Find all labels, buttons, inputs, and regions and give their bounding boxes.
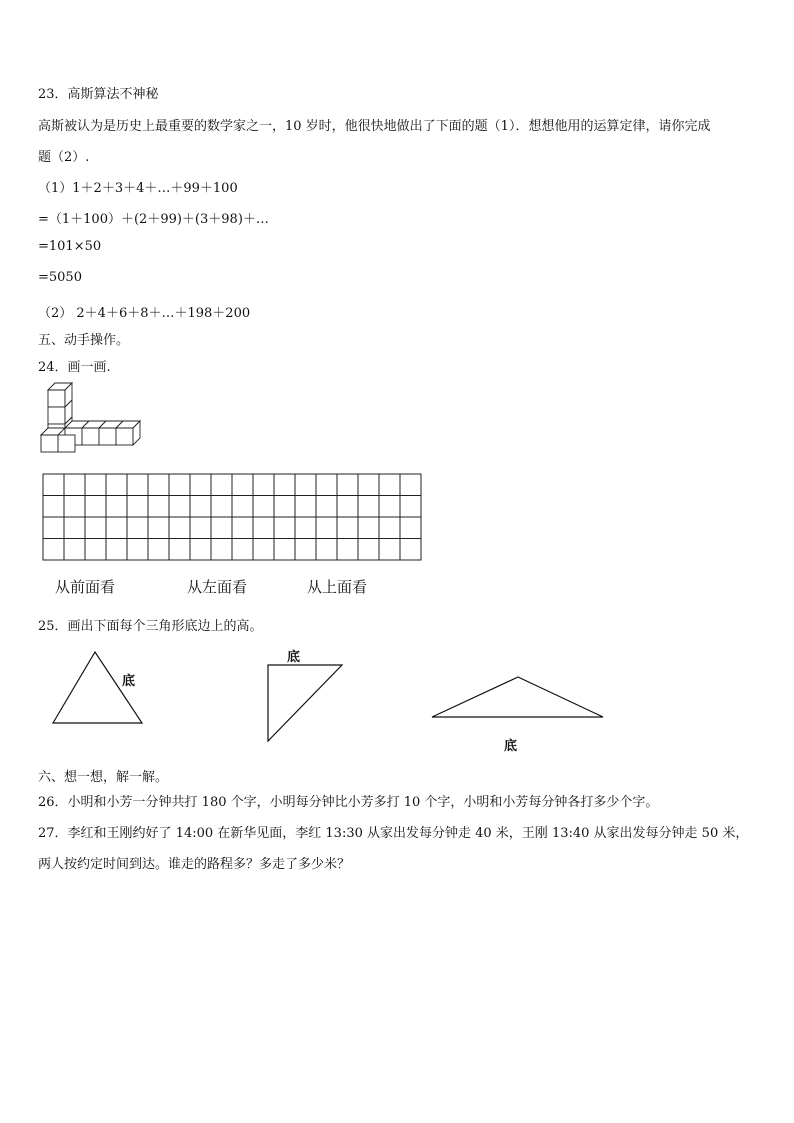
grid-cell[interactable] [190,517,211,539]
grid-cell[interactable] [379,496,400,518]
triangle-3-base-label: 底 [504,739,518,754]
section-6-heading: 六、想一想，解一解。 [38,770,169,785]
grid-cell[interactable] [337,517,358,539]
grid-cell[interactable] [43,517,64,539]
grid-cell[interactable] [337,474,358,496]
grid-cell[interactable] [232,496,253,518]
grid-cell[interactable] [295,539,316,561]
grid-cell[interactable] [169,474,190,496]
question-27-line-2: 两人按约定时间到达。谁走的路程多？多走了多少米？ [38,857,351,872]
view-label-top: 从上面看 [307,578,368,596]
section-5-heading: 五、动手操作。 [38,333,130,348]
question-26-text: 26．小明和小芳一分钟共打 180 个字，小明每分钟比小芳多打 10 个字，小明和小芳每分钟各打多少个字。 [38,795,659,810]
grid-cell[interactable] [400,496,421,518]
grid-cell[interactable] [64,474,85,496]
grid-cell[interactable] [232,517,253,539]
grid-cell[interactable] [358,539,379,561]
grid-cell[interactable] [295,474,316,496]
question-27-line-1: 27．李红和王刚约好了 14:00 在新华见面，李红 13:30 从家出发每分钟走 40 米，王刚 13:40 从家出发每分钟走 50 米， [38,826,749,841]
grid-cell[interactable] [400,539,421,561]
grid-cell[interactable] [274,474,295,496]
grid-cell[interactable] [127,517,148,539]
grid-cell[interactable] [64,517,85,539]
grid-cell[interactable] [358,474,379,496]
triangle-1-base-label: 底 [122,674,136,689]
grid-cell[interactable] [148,517,169,539]
grid-cell[interactable] [358,496,379,518]
grid-cell[interactable] [85,517,106,539]
grid-cell[interactable] [85,496,106,518]
gauss-step-1: （1）1＋2＋3＋4＋…＋99＋100 [38,181,238,196]
grid-cell[interactable] [85,474,106,496]
triangle-2[interactable] [262,645,362,745]
view-label-front: 从前面看 [55,578,116,596]
grid-cell[interactable] [295,517,316,539]
grid-cell[interactable] [400,474,421,496]
gauss-step-4: =5050 [38,270,82,285]
question-23-intro-line-2: 题（2）. [38,150,90,165]
triangle-3[interactable] [428,670,618,760]
triangle-2-base-label: 底 [287,650,301,665]
view-label-left: 从左面看 [187,578,248,596]
grid-cell[interactable] [190,539,211,561]
grid-cell[interactable] [169,517,190,539]
grid-cell[interactable] [106,474,127,496]
grid-cell[interactable] [106,539,127,561]
grid-cell[interactable] [127,496,148,518]
gauss-step-2: =（1＋100）＋(2＋99)＋(3＋98)＋… [38,212,269,227]
grid-cell[interactable] [316,474,337,496]
question-24-title: 24．画一画. [38,360,111,375]
grid-cell[interactable] [148,539,169,561]
grid-cell[interactable] [295,496,316,518]
grid-cell[interactable] [232,539,253,561]
grid-cell[interactable] [379,517,400,539]
grid-cell[interactable] [169,496,190,518]
grid-cell[interactable] [211,474,232,496]
grid-cell[interactable] [253,474,274,496]
grid-cell[interactable] [64,539,85,561]
exercise-2-expression: （2） 2＋4＋6＋8＋…＋198＋200 [38,306,251,321]
grid-cell[interactable] [253,539,274,561]
grid-cell[interactable] [211,517,232,539]
grid-cell[interactable] [106,496,127,518]
question-23-intro-line-1: 高斯被认为是历史上最重要的数学家之一，10 岁时，他很快地做出了下面的题（1）．想想他用的运算定律，请你完成 [38,119,711,134]
grid-cell[interactable] [400,517,421,539]
grid-cell[interactable] [148,474,169,496]
grid-cell[interactable] [337,496,358,518]
grid-cell[interactable] [64,496,85,518]
drawing-grid[interactable] [42,473,422,561]
cube-stack-figure [38,380,138,460]
grid-cell[interactable] [316,517,337,539]
grid-cell[interactable] [43,539,64,561]
grid-cell[interactable] [148,496,169,518]
grid-cell[interactable] [274,496,295,518]
question-23-title: 23．高斯算法不神秘 [38,87,159,102]
grid-cell[interactable] [379,474,400,496]
question-25-title: 25．画出下面每个三角形底边上的高。 [38,619,263,634]
grid-cell[interactable] [316,496,337,518]
grid-cell[interactable] [190,496,211,518]
grid-cell[interactable] [190,474,211,496]
grid-cell[interactable] [43,496,64,518]
grid-cell[interactable] [253,517,274,539]
grid-cell[interactable] [169,539,190,561]
grid-cell[interactable] [253,496,274,518]
grid-cell[interactable] [379,539,400,561]
grid-cell[interactable] [85,539,106,561]
grid-cell[interactable] [43,474,64,496]
grid-cell[interactable] [274,517,295,539]
grid-cell[interactable] [211,539,232,561]
grid-cell[interactable] [232,474,253,496]
grid-cell[interactable] [127,539,148,561]
grid-cell[interactable] [106,517,127,539]
grid-cell[interactable] [211,496,232,518]
grid-cell[interactable] [127,474,148,496]
triangle-1[interactable] [45,645,175,735]
grid-cell[interactable] [358,517,379,539]
grid-cell[interactable] [274,539,295,561]
grid-cell[interactable] [337,539,358,561]
grid-cell[interactable] [316,539,337,561]
gauss-step-3: =101×50 [38,239,102,254]
